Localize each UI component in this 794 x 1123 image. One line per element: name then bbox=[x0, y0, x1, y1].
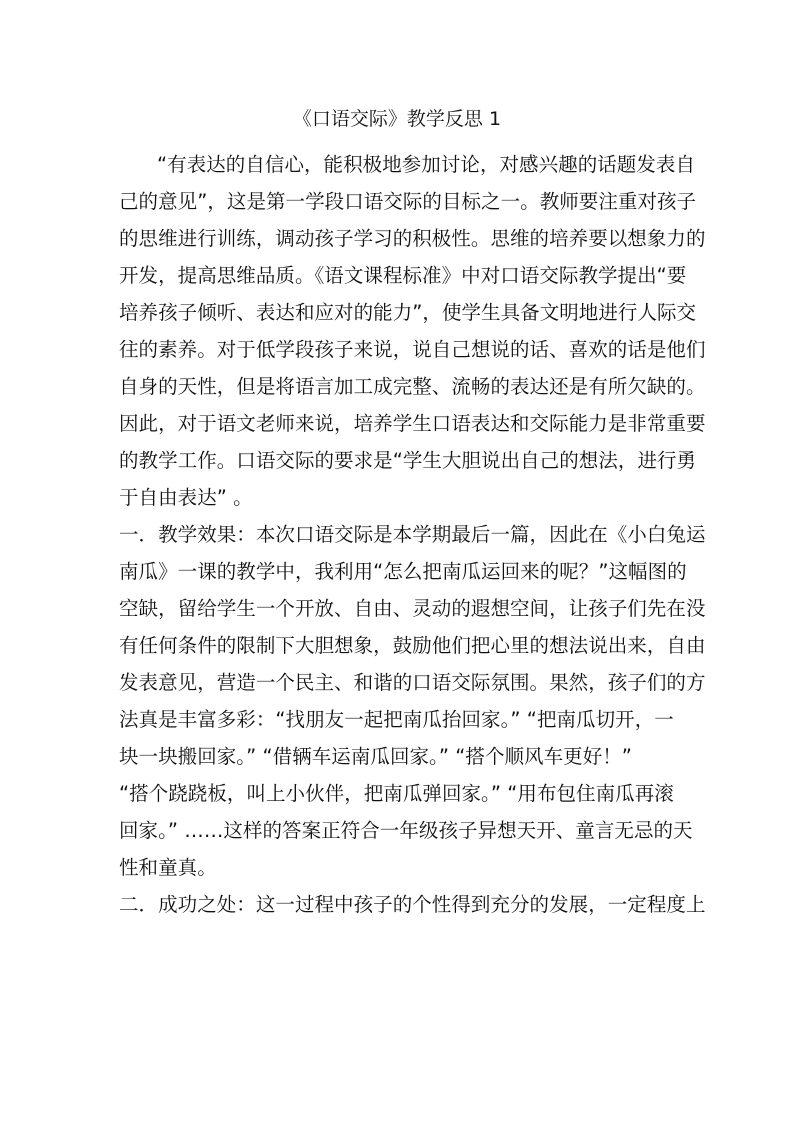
text-line: 南瓜》一课的教学中，我利用“怎么把南瓜运回来的呢？”这幅图的 bbox=[119, 560, 687, 583]
text-line: 己的意见”，这是第一学段口语交际的目标之一。教师要注重对孩子 bbox=[119, 190, 697, 213]
text-line: 发表意见，营造一个民主、和谐的口语交际氛围。果然，孩子们的方 bbox=[119, 671, 706, 694]
text-line: “搭个跷跷板，叫上小伙伴，把南瓜弹回家。” “用布包住南瓜再滚 bbox=[119, 782, 674, 805]
section-heading-line: 二．成功之处：这一过程中孩子的个性得到充分的发展，一定程度上 bbox=[119, 893, 706, 916]
text-line: 块一块搬回家。” “借辆车运南瓜回家。” “搭个顺风车更好！” bbox=[119, 745, 632, 768]
document-title: 《口语交际》教学反思 1 bbox=[292, 108, 502, 130]
text-line: 性和童真。 bbox=[119, 856, 217, 879]
text-line: 自身的天性，但是将语言加工成完整、流畅的表达还是有所欠缺的。 bbox=[119, 375, 706, 398]
text-line: 的思维进行训练，调动孩子学习的积极性。思维的培养要以想象力的 bbox=[119, 227, 706, 250]
document-body bbox=[119, 146, 706, 923]
text-line: 空缺，留给学生一个开放、自由、灵动的遐想空间，让孩子们先在没 bbox=[119, 597, 706, 620]
text-line: 于自由表达” 。 bbox=[119, 486, 253, 509]
text-line: 因此，对于语文老师来说，培养学生口语表达和交际能力是非常重要 bbox=[119, 412, 706, 435]
text-line: 回家。” ……这样的答案正符合一年级孩子异想天开、童言无忌的天 bbox=[119, 819, 693, 842]
text-line: 法真是丰富多彩：“找朋友一起把南瓜抬回家。” “把南瓜切开，一 bbox=[119, 708, 674, 731]
text-line: 开发，提高思维品质。《语文课程标准》中对口语交际教学提出“要 bbox=[119, 264, 687, 287]
text-line: 有任何条件的限制下大胆想象，鼓励他们把心里的想法说出来，自由 bbox=[119, 634, 706, 657]
text-line: 培养孩子倾听、表达和应对的能力”，使学生具备文明地进行人际交 bbox=[119, 301, 697, 324]
text-line: 往的素养。对于低学段孩子来说，说自己想说的话、喜欢的话是他们 bbox=[119, 338, 706, 361]
section-heading-line: 一．教学效果：本次口语交际是本学期最后一篇，因此在《小白兔运 bbox=[119, 523, 706, 546]
text-line: 的教学工作。口语交际的要求是“学生大胆说出自己的想法，进行勇 bbox=[119, 449, 697, 472]
text-line: “有表达的自信心，能积极地参加讨论，对感兴趣的话题发表自 bbox=[157, 153, 696, 176]
